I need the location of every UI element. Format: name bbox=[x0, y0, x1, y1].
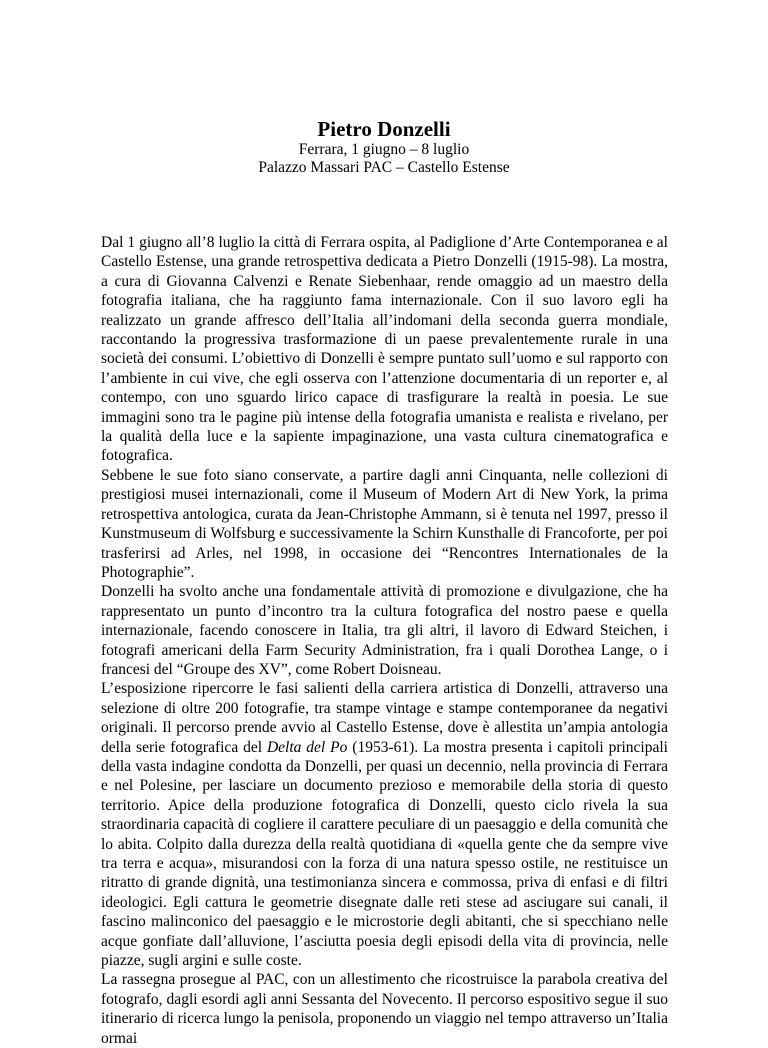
event-venues: Palazzo Massari PAC – Castello Estense bbox=[258, 159, 510, 176]
paragraph-4 bbox=[101, 679, 668, 970]
paragraph-2: Sebbene le sue foto siano conservate, a partire dagli anni Cinquanta, nelle collezioni di prestigiosi musei internazionali, come il Museum of Modern Art di New York, la prima retrospettiva antologica, curata da Jean-Christophe Ammann, si è tenuta nel 1997, presso il Kunstmuseum di Wolfsburg e successivamente la Schirn Kunsthalle di Francoforte, per poi trasferirsi ad Arles, nel 1998, in occasione dei “Rencontres Internationales de la Photographie”. bbox=[101, 466, 668, 581]
article-body bbox=[101, 233, 668, 1048]
series-title-italic: Delta del Po bbox=[266, 738, 348, 756]
paragraph-3: Donzelli ha svolto anche una fondamentale attività di promozione e divulgazione, che ha rappresentato un punto d’incontro tra la cultura fotografica del nostro paese e quella internazionale, facendo conoscere in Italia, tra gli altri, il lavoro di Edward Steichen, i fotografi americani della Farm Security Administration, fra i quali Dorothea Lange, o i francesi del “Groupe des XV”, come Robert Doisneau. bbox=[101, 583, 668, 678]
document-header bbox=[0, 117, 768, 177]
page-title: Pietro Donzelli bbox=[317, 117, 451, 141]
paragraph-4-part-2: (1953-61). La mostra presenta i capitoli principali della vasta indagine condotta da Donzelli, per quasi un decennio, nella provincia di Ferrara e nel Polesine, per lasciare un documento prezioso e memorabile della storia di questo territorio. Apice della produzione fotografica di Donzelli, questo ciclo rivela la sua straordinaria capacità di cogliere il carattere peculiare di un paesaggio e della comunità che lo abita. Colpito dalla durezza della realtà quotidiana di «quella gente che da sempre vive tra terra e acqua», misurandosi con la forza di una natura spesso ostile, ne restituisce un ritratto di grande dignità, una testimonianza sincera e commossa, priva di enfasi e di filtri ideologici. Egli cattura le geometrie disegnate dalle reti stese ad asciugare sui canali, il fascino malinconico del paesaggio e le microstorie degli abitanti, che si specchiano nelle acque gonfiate dall’alluvione, l’asciutta poesia degli episodi della vita di provincia, nelle piazze, sugli argini e sulle coste. bbox=[101, 738, 668, 970]
paragraph-4-part-1: L’esposizione ripercorre le fasi salienti della carriera artistica di Donzelli, attraverso una selezione di oltre 200 fotografie, tra stampe vintage e stampe contemporanee da negativi originali. Il percorso prende avvio al Castello Estense, dove è allestita un’ampia antologia della serie fotografica del bbox=[101, 680, 668, 756]
paragraph-5: La rassegna prosegue al PAC, con un allestimento che ricostruisce la parabola creativa del fotografo, dagli esordi agli anni Sessanta del Novecento. Il percorso espositivo segue il suo itinerario di ricerca lungo la penisola, proponendo un viaggio nel tempo attraverso un’Italia ormai bbox=[101, 971, 668, 1047]
paragraph-1: Dal 1 giugno all’8 luglio la città di Ferrara ospita, al Padiglione d’Arte Contemporanea e al Castello Estense, una grande retrospettiva dedicata a Pietro Donzelli (1915-98). La mostra, a cura di Giovanna Calvenzi e Renate Siebenhaar, rende omaggio ad un maestro della fotografia italiana, che ha raggiunto fama internazionale. Con il suo lavoro egli ha realizzato un grande affresco dell’Italia all’indomani della seconda guerra mondiale, raccontando la progressiva trasformazione di un paese prevalentemente rurale in una società dei consumi. L’obiettivo di Donzelli è sempre puntato sull’uomo e sul rapporto con l’ambiente in cui vive, che egli osserva con l’attenzione documentaria di un reporter e, al contempo, con uno sguardo lirico capace di trasfigurare la realtà in poesia. Le sue immagini sono tra le pagine più intense della fotografia umanista e realista e rivelano, per la qualità della luce e la sapiente impaginazione, una vasta cultura cinematografica e fotografica. bbox=[101, 234, 668, 465]
event-dates: Ferrara, 1 giugno – 8 luglio bbox=[298, 141, 470, 158]
